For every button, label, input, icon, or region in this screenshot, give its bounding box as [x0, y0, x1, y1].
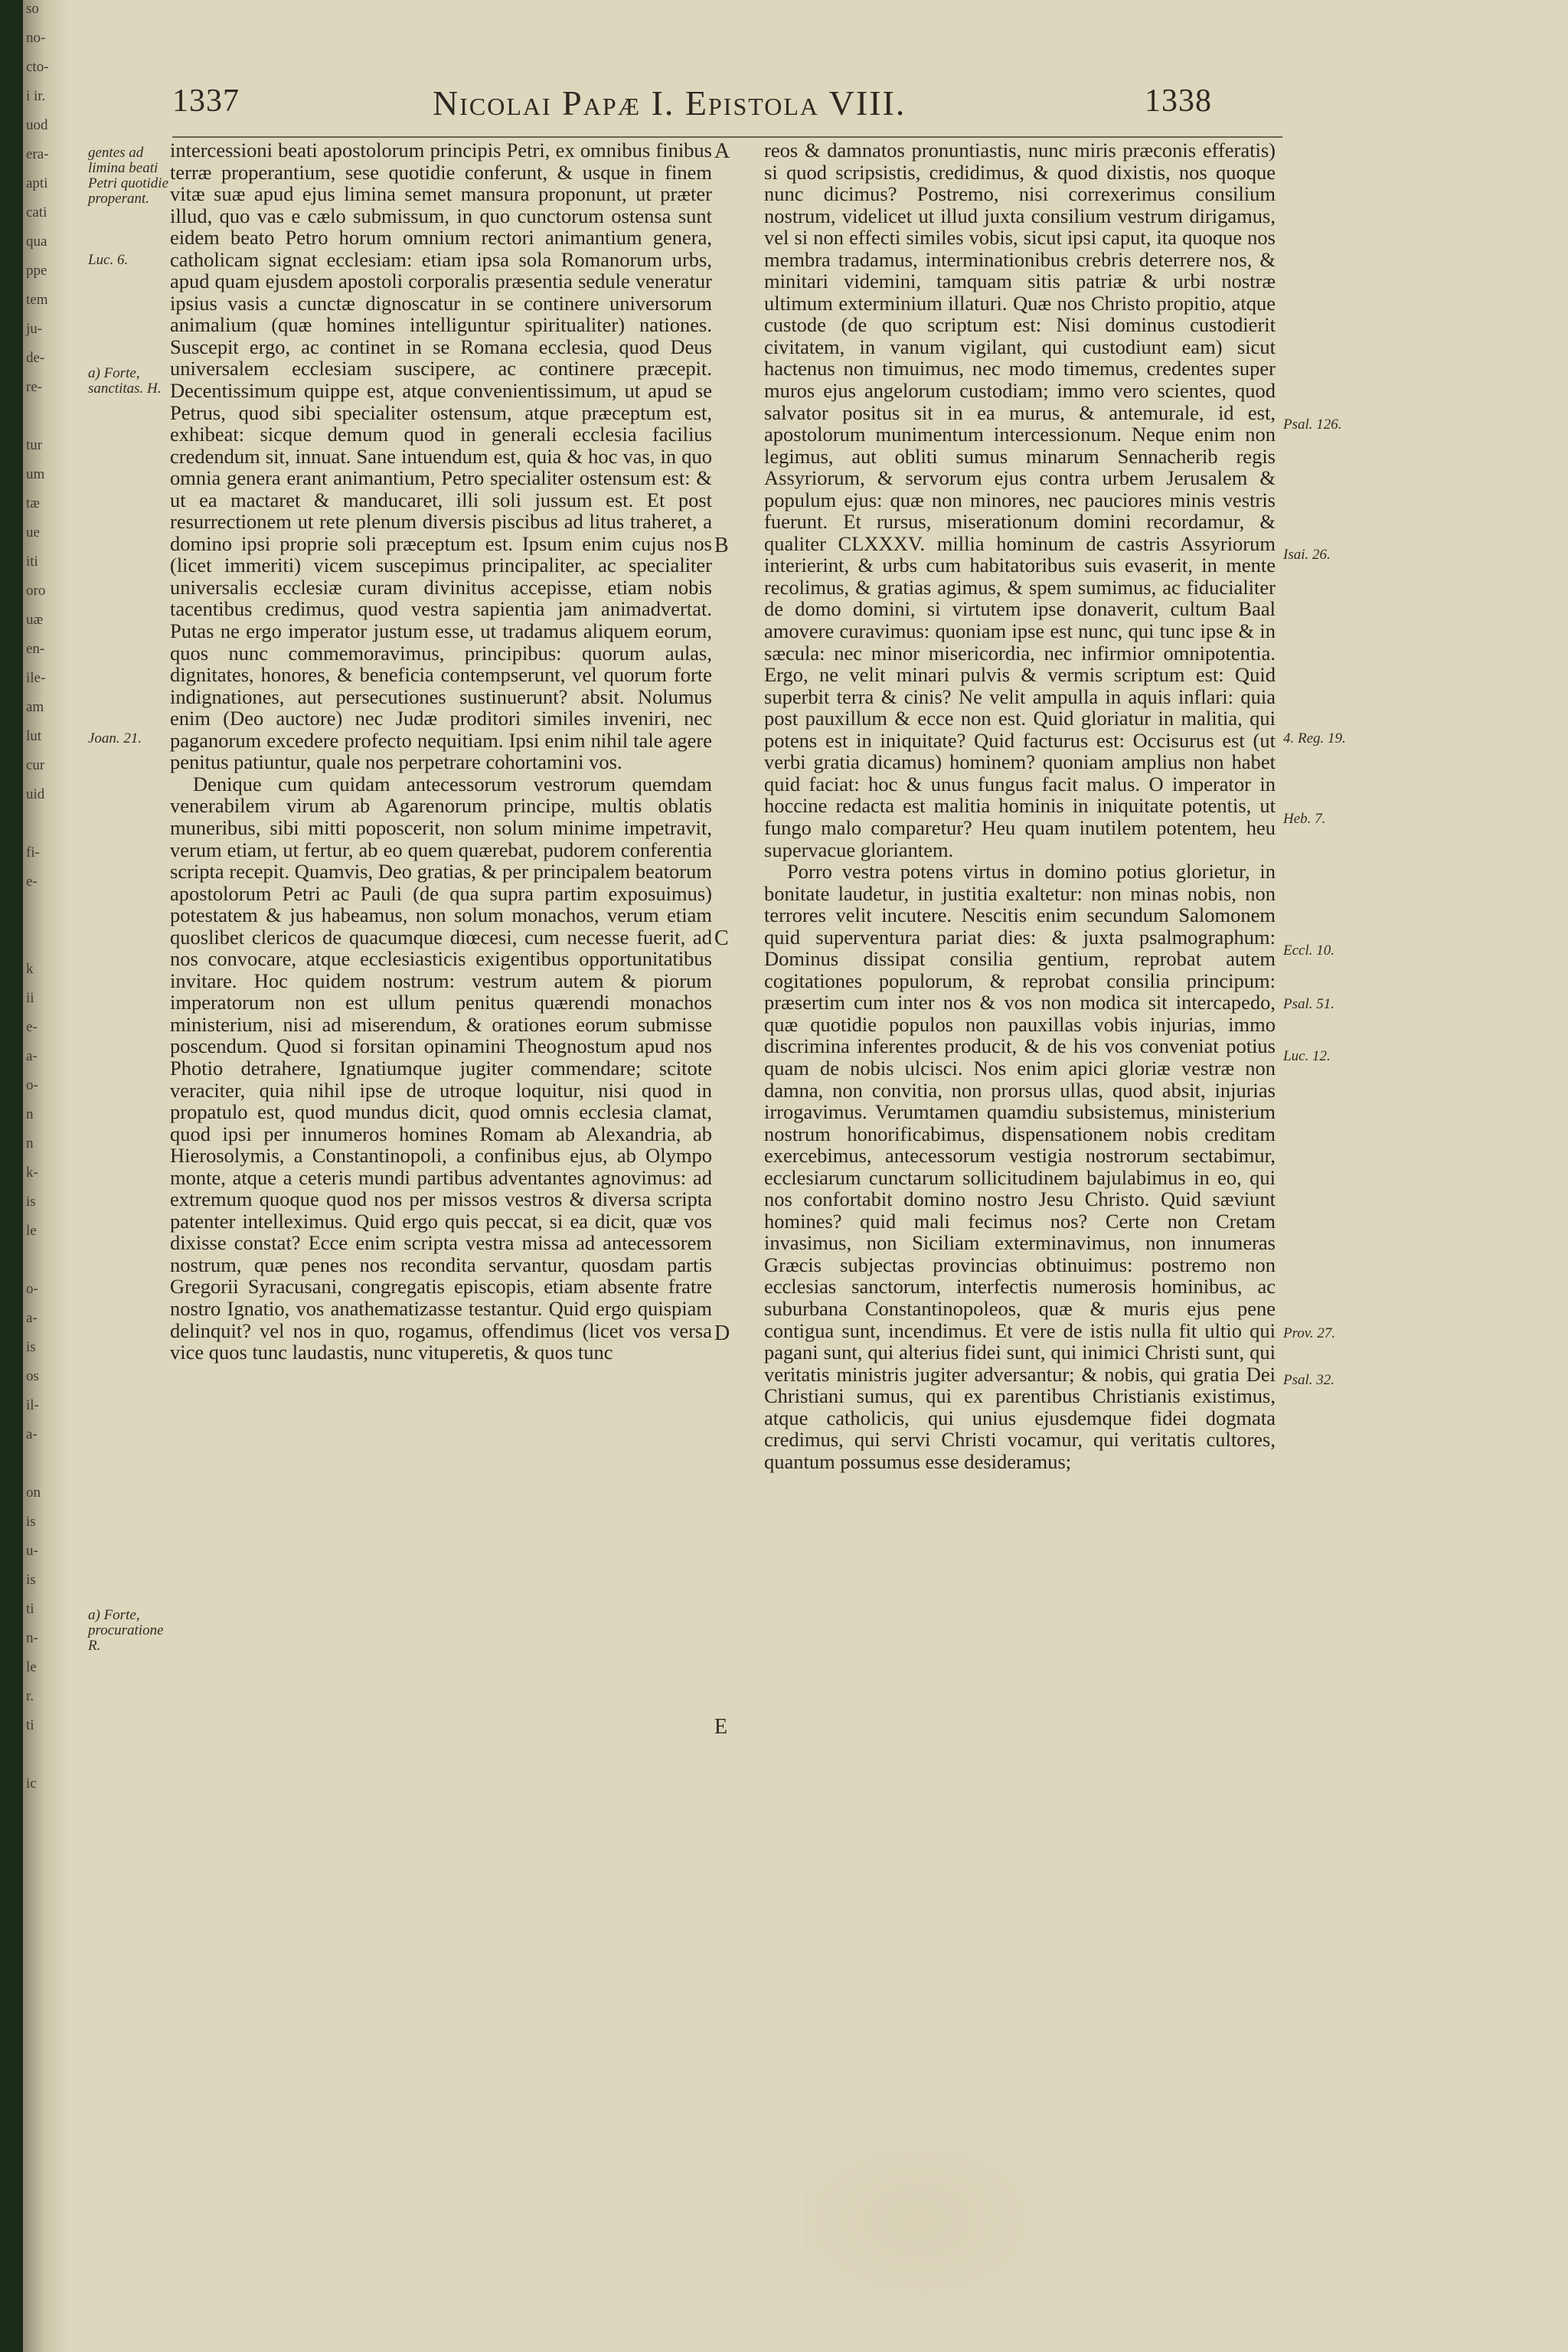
prev-page-fragment: ti	[26, 1717, 34, 1733]
prev-page-fragment: am	[26, 699, 44, 715]
prev-page-fragment: ic	[26, 1775, 37, 1792]
section-letter: A	[714, 139, 730, 163]
prev-page-fragment	[23, 902, 67, 931]
prev-page-fragment: cati	[26, 204, 47, 220]
page-number-left: 1337	[172, 83, 240, 119]
prev-page-fragment	[23, 1746, 67, 1775]
prev-page-fragment: cto-	[26, 59, 49, 75]
prev-page-fragment	[23, 1455, 67, 1484]
prev-page-fragment: e-	[26, 1019, 38, 1035]
prev-page-fragment: o-	[26, 1077, 38, 1093]
prev-page-fragment: cur	[26, 757, 45, 773]
prev-page-fragment: so	[26, 1, 39, 17]
prev-page-fragment: uæ	[26, 612, 44, 628]
prev-page-fragment: e-	[26, 874, 38, 890]
prev-page-fragment: oro	[26, 583, 46, 599]
prev-page-fragment: is	[26, 1514, 36, 1530]
section-letter: B	[714, 534, 729, 557]
prev-page-fragment: a-	[26, 1310, 38, 1326]
prev-page-fragment: is	[26, 1194, 36, 1210]
side-note-right: Psal. 51.	[1283, 996, 1335, 1012]
prev-page-fragment: ile-	[26, 670, 46, 686]
prev-page-fragment: era-	[26, 146, 49, 162]
page-header	[23, 83, 1568, 136]
prev-page-fragment: tur	[26, 437, 43, 453]
prev-page-fragment: um	[26, 466, 45, 482]
prev-page-fragment: ii	[26, 990, 34, 1006]
side-note-right: Heb. 7.	[1283, 811, 1326, 827]
prev-page-fragment: n	[26, 1106, 34, 1122]
page-number-right: 1338	[1145, 83, 1212, 119]
prev-page-fragment: i ir.	[26, 88, 46, 104]
prev-page-fragment: r.	[26, 1688, 34, 1704]
side-note-right: Psal. 32.	[1283, 1372, 1335, 1388]
paragraph: Porro vestra potens virtus in domino potius glorietur, in bonitate laudetur, in justitia exaltetur: non minas nobis, non terrores velit incutere. Nescitis enim secundum Salomonem quid superventura pariat dies: & juxta psalmographum: Dominus dissipat consilia gentium, reprobat autem cogitationes populorum, & reprobat consilia principum: præsertim cum inter nos & vos non modica sit intercapedo, quæ quotidie populos non pauxillas vobis injurias, immo discrimina inferentes producit, & de his vos conveniat potius quam de nobis ulcisci. Nos enim apici gloriæ vestræ non damna, non convitia, non prorsus ullas, quod absit, injurias irrogavimus. Verumtamen quamdiu subsistemus, ministerium nostrum honorificabimus, dispensationem nobis creditam exercebimus, antecessorum vestigia nostrorum sectabimur, ecclesiarum cunctarum sollicitudinem bajulabimus in eo, qui nos confortabit domino nostro Jesu Christo. Quid sæviunt homines? quid mali fecimus nos? Certe non Cretam invasimus, non Siciliam exterminavimus, non innumeras Græcis subjectas provincias obtinuimus: postremo non ecclesias sanctorum, interfectis numerosis hominibus, ac suburbana Constantinopoleos, quæ & muris ejus pene contigua sunt, incendimus. Et vere de istis nulla fit ultio qui pagani sunt, qui alterius fidei sunt, qui inimici Christi sunt, qui veritatis ministris jugiter adversantur; & nobis, qui gratia Dei Christiani sumus, qui ex parentibus Christianis existimus, atque catholicis, qui unius ejusdemque fidei dogmata credimus, qui servi Christi vocamur, qui veritatis cultores, quantum possumus esse desideramus;	[764, 860, 1276, 1473]
prev-page-fragment: de-	[26, 350, 45, 366]
prev-page-fragment: fi-	[26, 844, 40, 861]
side-note-right: Prov. 27.	[1283, 1325, 1336, 1341]
prev-page-fragment: k	[26, 961, 34, 977]
text-column-left	[170, 139, 712, 1364]
prev-page-fragment: ju-	[26, 321, 43, 337]
paper-stain	[804, 2144, 1034, 2297]
book-page	[23, 0, 1568, 2352]
side-note-left: Luc. 6.	[88, 252, 129, 268]
paragraph: Denique cum quidam antecessorum vestrorum quemdam venerabilem virum ab Agarenorum principe, multis oblatis muneribus, sibi mitti poposcerit, non solum minime impetravit, verum etiam, ut fertur, ab eo quem quærebat, pudorem conferentia scripta recepit. Quamvis, Deo gratias, & per principalem beatorum apostolorum Petri ac Pauli (de qua supra partim exposuimus) potestatem & jus habeamus, non solum monachos, verum etiam quoslibet clericos de quacumque diœcesi, cum necesse fuerit, ad nos convocare, atque ecclesiasticis exigentibus opportunitatibus invitare. Hoc quidem nostrum: vestrum autem & piorum imperatorum non est ullum penitus quærendi monachos ministerium, nisi ad miserendum, & orationes eorum submisse poscendum. Quod si forsitan opinamini Theognostum apud nos Photio detrahere, Ignatiumque jugiter commendare; scitote veraciter, quia nihil ipse de utroque loquitur, nisi quod in propatulo est, quod mundus dicit, quod omnis ecclesia clamat, quod ipsi per innumeros homines Romam ab Alexandria, ab Hierosolymis, a Constantinopoli, a confinibus ejus, ab Olympo monte, atque a ceteris mundi partibus adventantes agnovimus: ad extremum quoque quod nos per missos vestros & diversa scripta patenter intelleximus. Quid ergo quis peccat, si ea dicit, quæ vos dixisse constat? Ecce enim scripta vestra missa ad antecessorem nostrum, quæ penes nos recondita servantur, quosdam partis Gregorii Syracusani, congregatis episcopis, etiam absente fratre nostro Ignatio, vos anathematizasse testantur. Quid ergo quispiam delinquit? vel nos in quo, rogamus, offendimus (licet vos versa vice quos tunc laudastis, nunc vituperetis, & quos tunc	[170, 772, 712, 1364]
prev-page-fragment: is	[26, 1339, 36, 1355]
prev-page-fragment: il-	[26, 1397, 39, 1413]
prev-page-fragment	[23, 1251, 67, 1280]
prev-page-fragment	[23, 407, 67, 436]
prev-page-fragment: uid	[26, 786, 45, 802]
section-letter: E	[714, 1715, 728, 1739]
prev-page-fragment: apti	[26, 175, 48, 191]
paragraph: intercessioni beati apostolorum principis Petri, ex omnibus finibus terræ properantium, sese quotidie conferunt, & usque in finem vitæ suæ apud ejus limina semet mansura proponunt, ut præter illud, quo vas e cælo submissum, in quo cunctorum ostensa sunt eidem beato Petro horum omnium rectori animantium genera, catholicam signat ecclesiam: etiam ipsa sola Romanorum urbs, apud quam ejusdem apostoli corporalis præsentia sedule veneratur ipsius vasis a cunctæ dignoscatur in se continere universorum animalium (quæ homines intelliguntur spiritualiter) nationes. Suscepit ergo, ac continet in se Romana ecclesia, quod Deus universalem ecclesiam suscipere, ac continere præcepit. Decentissimum quippe est, atque convenientissimum, ut apud se Petrus, quod sibi specialiter ostensum, atque præceptum est, exhibeat: sicque demum quod in generali ecclesia facilius credendum sit, innuat. Sane intuendum est, quia & hoc vas, in quo omnia genera erant animantium, Petro specialiter ostensum est: & ut ea mactaret & manducaret, illi soli jussum est. Et post resurrectionem ut rete plenum diversis piscibus ad litus traheret, a domino ipsi proprie soli præceptum est. Ipsum enim cujus nos (licet immeriti) vicem suscepimus principaliter, ac specialiter universalis ecclesiæ curam divinitus accepisse, etiam nobis tacentibus credimus, quod vestra sapientia jam animadvertat. Putas ne ergo imperator justum esse, ut tradamus aliquem eorum, quos nunc commemoravimus, principibus: quorum aulas, dignitates, honores, & beneficia contempserunt, vel quorum forte indignationes, aut persecutiones sustinuerunt? absit. Nolumus enim (Deo auctore) nec Judæ proditori similes inveniri, nec paganorum excedere profecto nequitiam. Ipsi enim nihil tale agere penitus patiuntur, quale nos perpetrare cohortamini vos.	[170, 139, 712, 774]
side-note-left: a) Forte, sanctitas. H.	[88, 365, 162, 397]
prev-page-fragment: o-	[26, 1281, 38, 1297]
prev-page-fragment: a-	[26, 1048, 38, 1064]
prev-page-fragment: u-	[26, 1543, 38, 1559]
previous-page-strip	[23, 0, 67, 2352]
prev-page-fragment: uod	[26, 117, 48, 133]
prev-page-fragment: le	[26, 1659, 37, 1675]
header-rule	[172, 136, 1282, 138]
prev-page-fragment: is	[26, 1572, 36, 1588]
prev-page-fragment: iti	[26, 554, 38, 570]
prev-page-fragment: k-	[26, 1165, 38, 1181]
prev-page-fragment: no-	[26, 30, 46, 46]
prev-page-fragment: le	[26, 1223, 37, 1239]
prev-page-fragment: qua	[26, 234, 47, 250]
side-note-left: a) Forte, procuratione R.	[88, 1607, 164, 1654]
prev-page-fragment: ti	[26, 1601, 34, 1617]
prev-page-fragment: n	[26, 1135, 34, 1152]
prev-page-fragment	[23, 931, 67, 960]
prev-page-fragment: n-	[26, 1630, 38, 1646]
prev-page-fragment: en-	[26, 641, 45, 657]
side-note-left: gentes ad limina beati Petri quotidie properant.	[88, 145, 169, 207]
prev-page-fragment: tem	[26, 292, 48, 308]
paragraph: reos & damnatos pronuntiastis, nunc miris præconis efferatis) si quod scripsistis, credidimus, & quod dixistis, nos quoque nunc dicimus? Postremo, nisi correxerimus consilium nostrum, videlicet ut illud juxta consilium vestrum dirigamus, vel si non effecti similes vobis, sicut ipsi caput, ita quoque nos membra tradamus, interminationibus crebris deterrere nos, & minitari videmini, tamquam sitis patriæ & urbi nostræ ultimum exterminium illaturi. Quæ nos Christo propitio, atque custode (de quo scriptum est: Nisi dominus custodierit civitatem, in vanum vigilant, qui custodiunt eam) sicut hactenus non timuimus, nec modo timemus, credentes super muros ejus angelorum custodiam; immo vero scientes, quod salvator positus sit in ea murus, & antemurale, id est, apostolorum munimentum intercessionum. Neque enim non legimus, aut obliti sumus minarum Sennacherib regis Assyriorum, & servorum ejus contra urbem Jerusalem & populum ejus: quæ non minores, nec pauciores minis vestris fuerunt. Et rursus, miserationum domini recordamur, & qualiter CLXXXV. millia hominum de castris Assyriorum interierint, & urbs cum habitatoribus suis evaserit, in mente recolimus, & gratias agimus, & spem sumimus, ac fiducialiter de domo domini, si virtutem ipse donaverit, cultum Baal amovere curavimus: quoniam ipse est nunc, qui tunc ipse & in sæcula: nec minor misericordia, nec infirmior omnipotentia. Ergo, ne velit minari pulvis & vermis scriptum est: Quid superbit terra & cinis? Ne velit ampulla in aquis inflari: quia post pauxillum & ecce non est. Quid gloriatur in malitia, qui potens est in iniquitate? Quid facturus est: Occisurus est (ut verbi gratia dicamus) hominem? quoniam amplius non habet quid faciat: hoc & unus fungus facit malus. O imperator in hoccine redacta est malitia hominis in iniquitate potentis, ut fungo malo comparetur? Heu quam inutilem potentem, heu supervacue gloriantem.	[764, 139, 1276, 861]
prev-page-fragment: re-	[26, 379, 43, 395]
prev-page-fragment: ppe	[26, 263, 47, 279]
side-note-left: Joan. 21.	[88, 730, 142, 746]
side-note-right: Isai. 26.	[1283, 547, 1331, 563]
prev-page-fragment: tæ	[26, 495, 40, 511]
section-letter: D	[714, 1321, 730, 1345]
prev-page-fragment: os	[26, 1368, 39, 1384]
prev-page-fragment: ue	[26, 524, 40, 541]
running-title: Nicolai Papæ I. Epistola VIII.	[433, 83, 906, 122]
prev-page-fragment	[23, 815, 67, 844]
side-note-right: Psal. 126.	[1283, 416, 1342, 433]
side-note-right: Eccl. 10.	[1283, 942, 1335, 959]
section-letter: C	[714, 926, 729, 950]
text-column-right	[764, 139, 1276, 1472]
prev-page-fragment: lut	[26, 728, 42, 744]
prev-page-fragment: a-	[26, 1426, 38, 1442]
side-note-right: Luc. 12.	[1283, 1048, 1331, 1064]
side-note-right: 4. Reg. 19.	[1283, 730, 1346, 746]
prev-page-fragment: on	[26, 1485, 41, 1501]
